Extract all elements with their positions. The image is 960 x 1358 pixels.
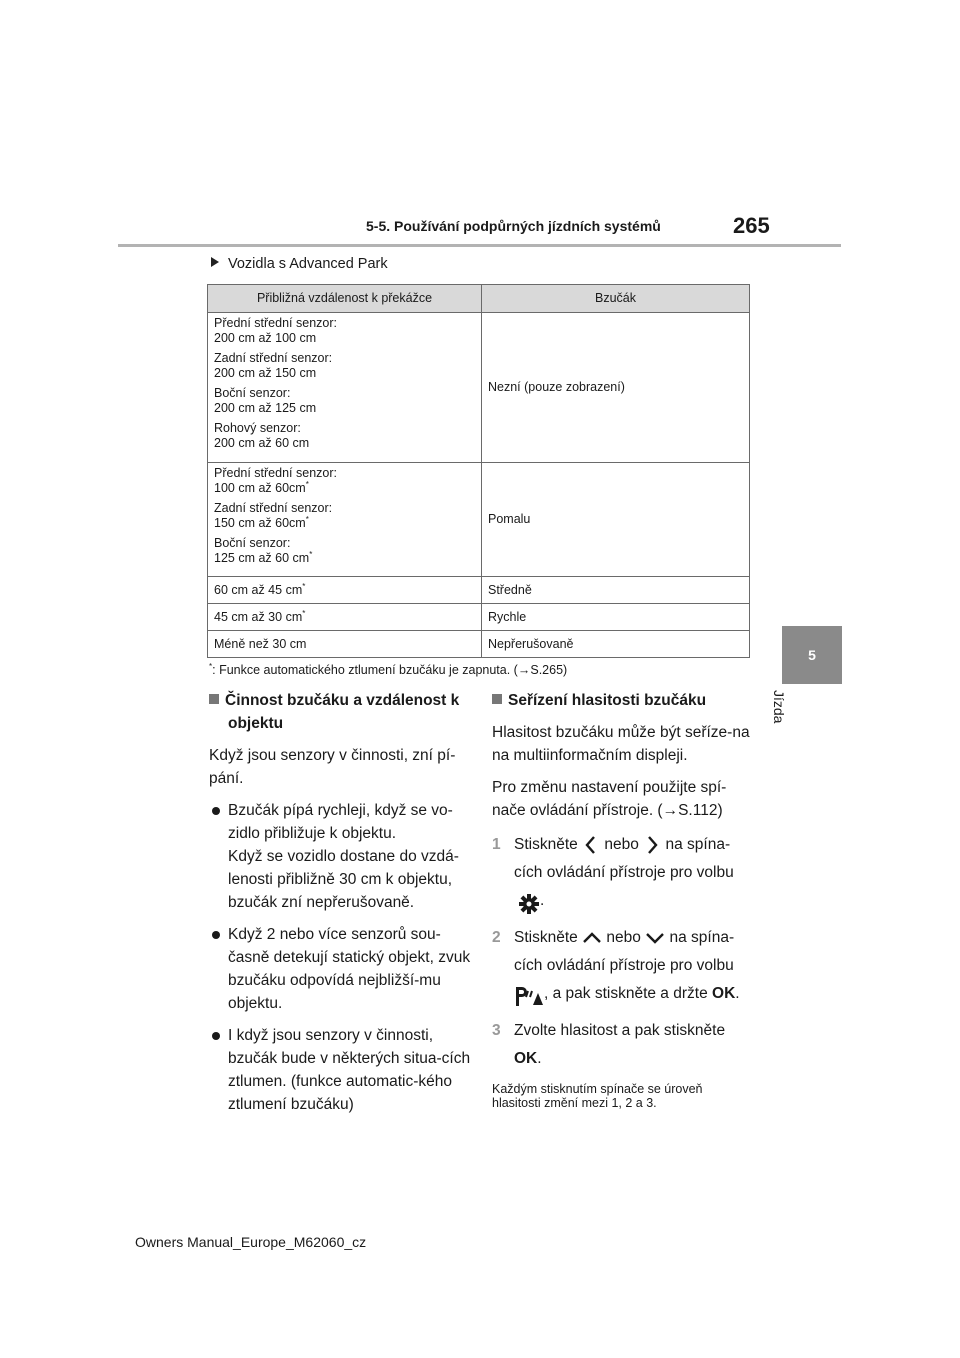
table-row xyxy=(208,463,750,577)
table-row xyxy=(208,604,750,631)
chapter-number: 5 xyxy=(808,647,816,663)
table-header-buzzer: Bzučák xyxy=(482,285,750,313)
table-cell-distance: Méně než 30 cm xyxy=(208,631,482,658)
footer: Owners Manual_Europe_M62060_cz xyxy=(135,1234,367,1250)
square-bullet-icon xyxy=(492,694,502,704)
note: Každým stisknutím spínače se úroveň hlasitosti změní mezi 1, 2 a 3. xyxy=(492,1082,703,1111)
gear-icon xyxy=(518,893,540,915)
table-header-row xyxy=(208,285,750,313)
chevron-right-icon xyxy=(643,835,661,855)
table-row xyxy=(208,631,750,658)
table-cell-distance: 45 cm až 30 cm* xyxy=(208,604,482,631)
header-rule xyxy=(118,244,841,247)
section-heading: Činnost bzučáku a vzdálenost k objektu xyxy=(209,689,471,735)
table-cell-buzzer: Nezní (pouze zobrazení) xyxy=(482,313,750,463)
square-bullet-icon xyxy=(209,694,219,704)
step-number: 2 xyxy=(492,929,501,947)
step-item: 2 Stiskněte nebo na spína-cích ovládání přístroje pro volbu , a pak stiskněte a držte OK. xyxy=(492,924,754,1008)
sensor-entry: Přední střední senzor: 100 cm až 60cm* xyxy=(214,466,337,495)
table-footnote: *: Funkce automatického ztlumení bzučáku je zapnuta. (→S.265) xyxy=(209,661,568,677)
sensor-entry: Přední střední senzor: 200 cm až 100 cm xyxy=(214,316,337,345)
section-title: 5-5. Používání podpůrných jízdních systémů xyxy=(366,218,661,234)
table-cell-buzzer: Rychle xyxy=(482,604,750,631)
step-number: 1 xyxy=(492,836,501,853)
table-row xyxy=(208,577,750,604)
paragraph: Hlasitost bzučáku může být seříze-na na multiinformačním displeji. xyxy=(492,724,750,764)
chevron-up-icon xyxy=(582,930,602,946)
triangle-bullet-icon xyxy=(211,257,219,267)
chapter-title xyxy=(771,690,804,750)
table-cell-buzzer: Pomalu xyxy=(482,463,750,577)
buzzer-volume-icon xyxy=(514,985,544,1007)
table-row xyxy=(208,313,750,463)
chapter-title-text: Jízda xyxy=(771,690,787,724)
table-cell-buzzer: Nepřerušovaně xyxy=(482,631,750,658)
table-cell-distance: 60 cm až 45 cm* xyxy=(208,577,482,604)
subheading xyxy=(211,256,388,272)
left-column xyxy=(209,689,471,1125)
sensor-entry: Boční senzor: 200 cm až 125 cm xyxy=(214,386,317,415)
chapter-tab xyxy=(782,626,842,684)
ok-button-label: OK xyxy=(514,1050,538,1068)
table-cell-distance xyxy=(208,463,482,577)
paragraph: Pro změnu nastavení použijte spí-nače ovládání přístroje. (→S.112) xyxy=(492,779,727,819)
sensor-entry: Rohový senzor: 200 cm až 60 cm xyxy=(214,421,310,450)
section-heading: Seřízení hlasitosti bzučáku xyxy=(492,689,754,712)
intro-paragraph: Když jsou senzory v činnosti, zní pí-pání. xyxy=(209,747,456,787)
table-cell-distance xyxy=(208,313,482,463)
ok-button-label: OK xyxy=(712,985,736,1003)
sensor-entry: Zadní střední senzor: 200 cm až 150 cm xyxy=(214,351,333,380)
sensor-entry: Zadní střední senzor: 150 cm až 60cm* xyxy=(214,501,333,530)
sensor-entry: Boční senzor: 125 cm až 60 cm* xyxy=(214,536,313,565)
list-item: Když 2 nebo více senzorů sou-časně detekují statický objekt, zvuk bzučáku odpovídá nejbližší-mu objektu. xyxy=(209,923,471,1015)
step-item: 3 Zvolte hlasitost a pak stiskněte OK. xyxy=(492,1017,754,1073)
subheading-text: Vozidla s Advanced Park xyxy=(228,256,388,272)
table-header-distance: Přibližná vzdálenost k překážce xyxy=(208,285,482,313)
step-number: 3 xyxy=(492,1022,501,1040)
list-item: Bzučák pípá rychleji, když se vo-zidlo přibližuje k objektu. Když se vozidlo dostane do vzdá-lenosti přibližně 30 cm k objektu, bzučák zní nepřerušovaně. xyxy=(209,799,471,914)
list-item: I když jsou senzory v činnosti, bzučák bude v některých situa-cích ztlumen. (funkce automatic-kého ztlumení bzučáku) xyxy=(209,1024,471,1116)
right-column xyxy=(492,689,754,1110)
step-item: 1 Stiskněte nebo na spína-cích ovládání přístroje pro volbu . xyxy=(492,831,754,915)
chevron-left-icon xyxy=(582,835,600,855)
page-number: 265 xyxy=(733,213,770,238)
chevron-down-icon xyxy=(645,930,665,946)
distance-table xyxy=(207,284,750,658)
table-cell-buzzer: Středně xyxy=(482,577,750,604)
